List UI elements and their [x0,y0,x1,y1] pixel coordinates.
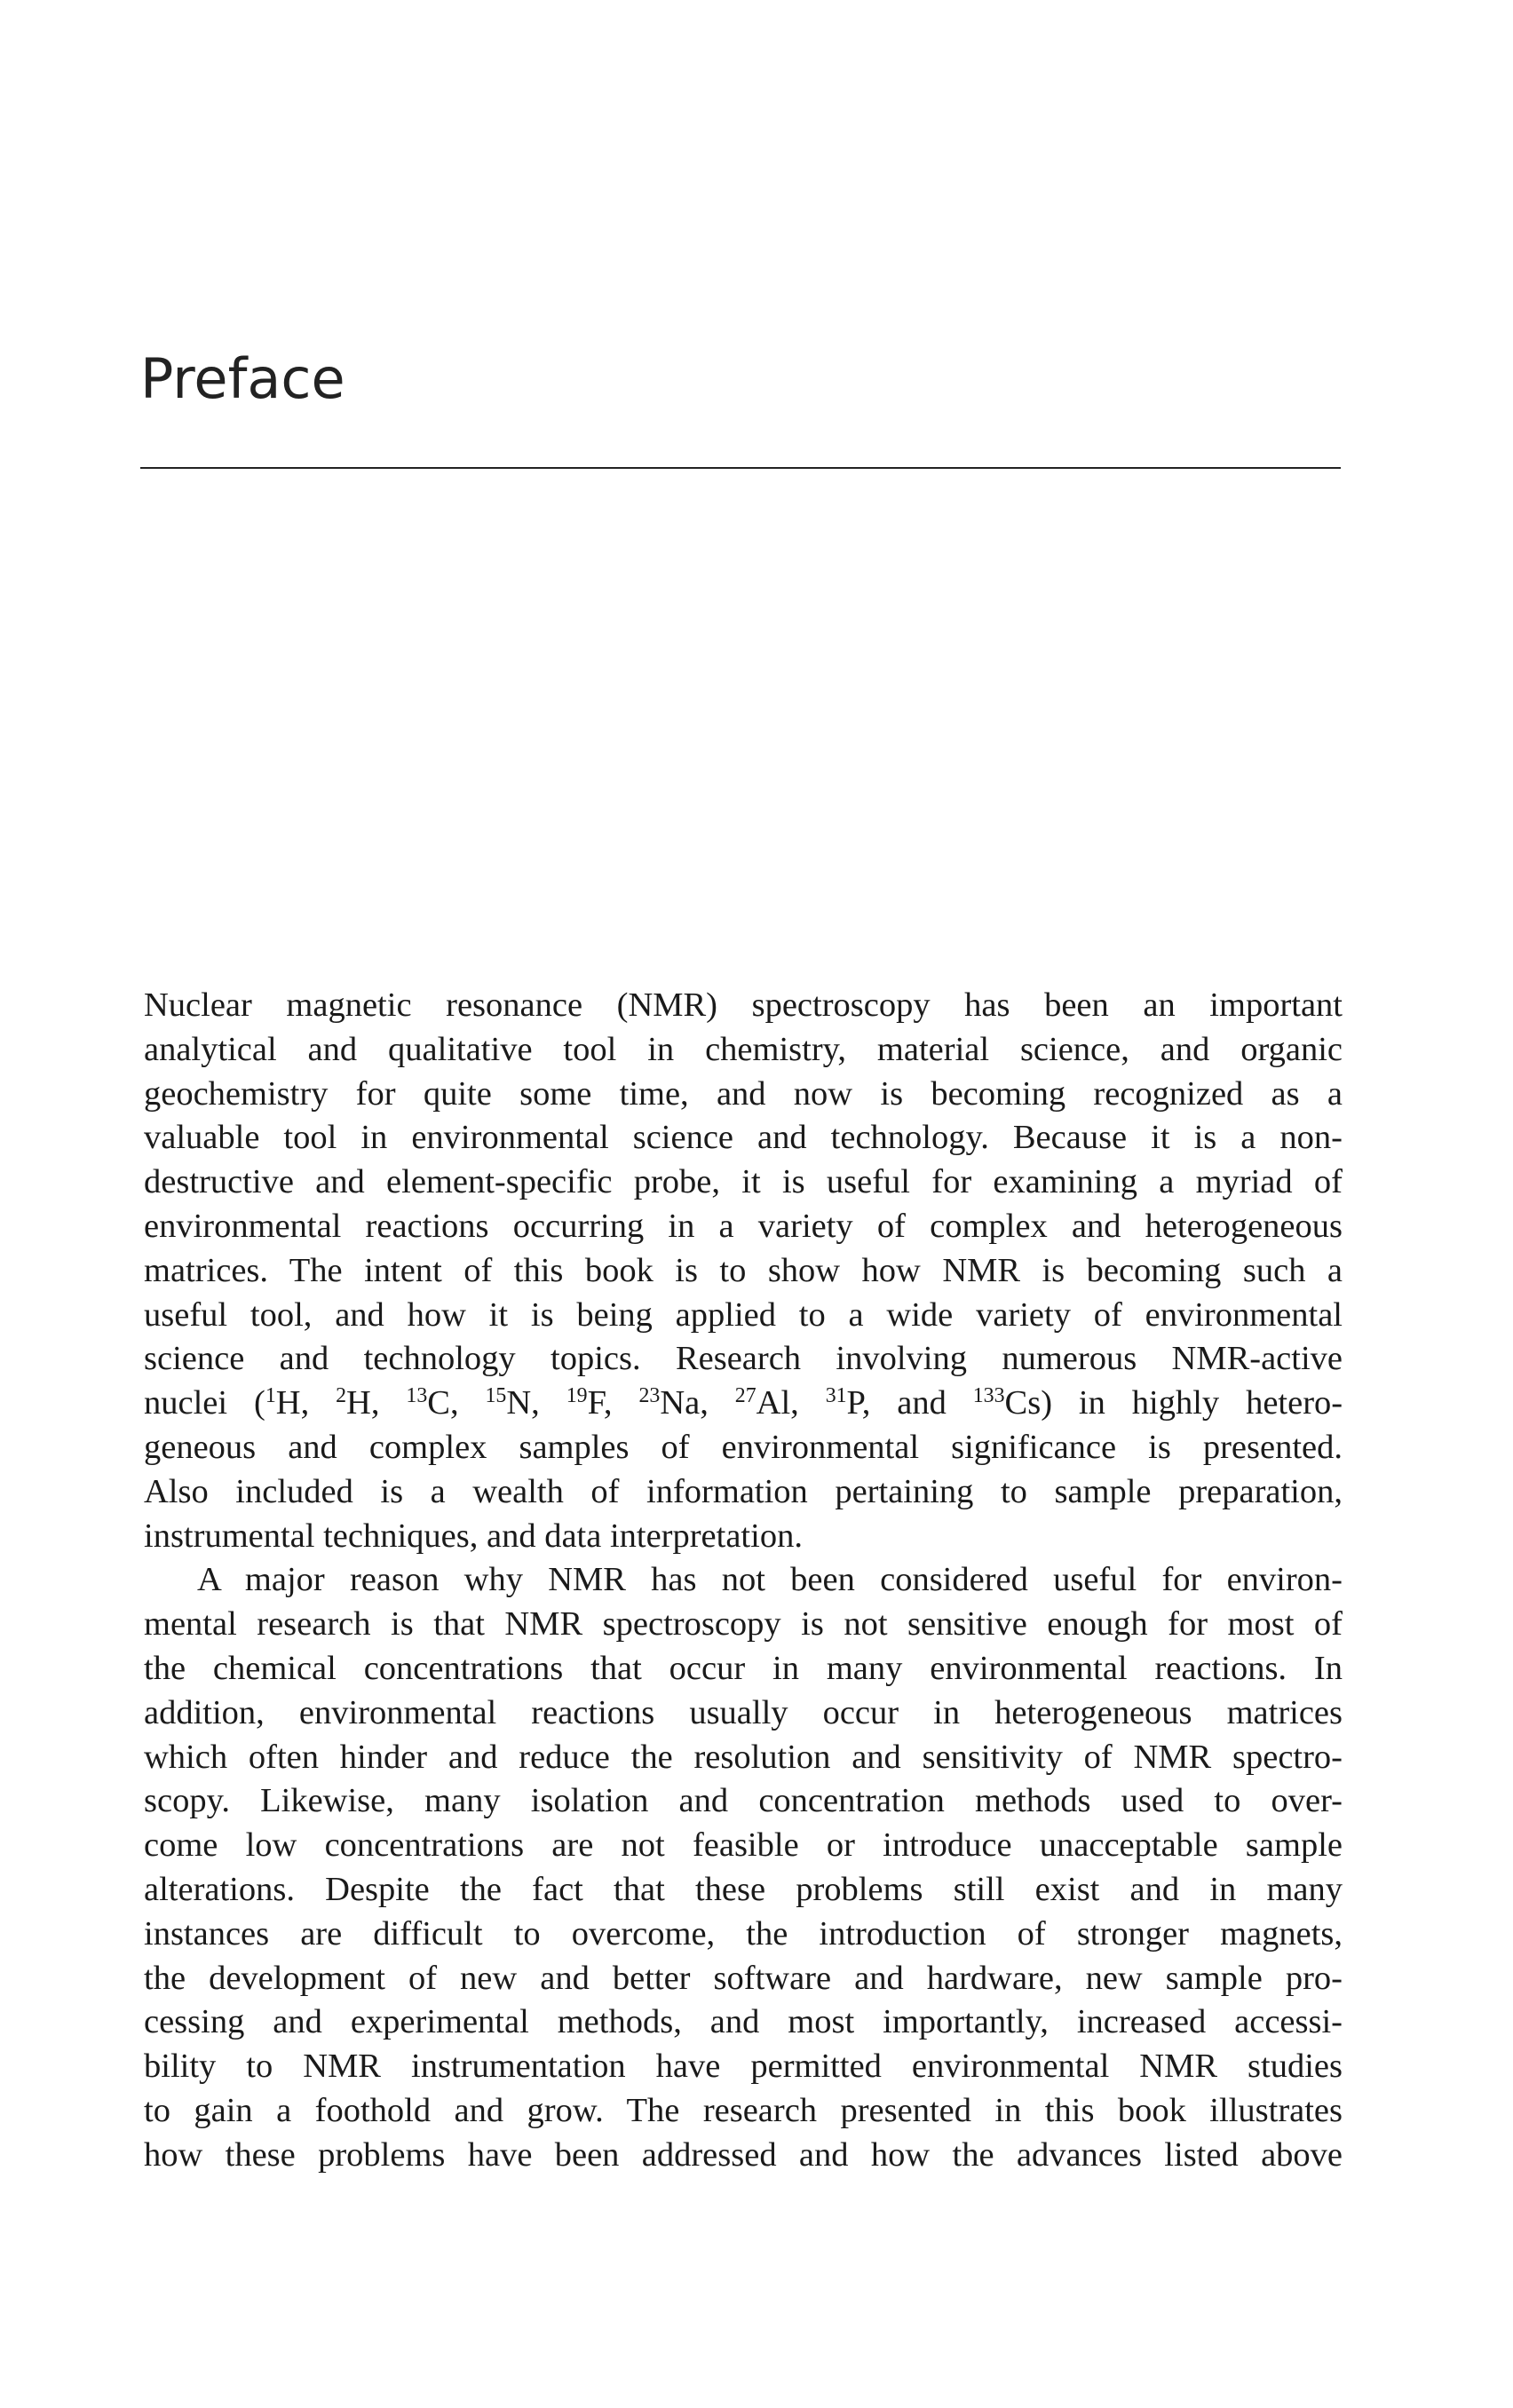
text-line: environmental reactions occurring in a variety of complex and heterogeneous [144,1207,1343,1245]
page-title: Preface [140,346,345,411]
nucleus [826,1384,973,1422]
text-line: addition, environmental reactions usually occur in heterogeneous matrices [144,1693,1343,1731]
element-symbol: H [346,1384,371,1422]
text-line: the development of new and better software and hardware, new sample pro- [144,1959,1343,1997]
mass-number: 15 [485,1384,507,1408]
element-symbol: F [587,1384,604,1422]
element-symbol: Al [756,1384,791,1422]
text-line: A major reason why NMR has not been considered useful for environ- [197,1561,1343,1599]
mass-number: 31 [825,1384,847,1408]
mass-number: 2 [336,1384,347,1408]
text-line: instances are difficult to overcome, the introduction of stronger magnets, [144,1914,1343,1953]
nuclei-line [144,1382,1343,1426]
separator: , [531,1384,566,1422]
nuclei-prefix: nuclei ( [144,1384,265,1422]
separator: , [700,1384,735,1422]
nuclei-suffix: ) in highly hetero- [1041,1384,1343,1422]
nucleus [265,1384,336,1422]
nucleus [973,1384,1041,1422]
text-line: science and technology topics. Research involving numerous NMR-active [144,1340,1343,1378]
mass-number: 1 [265,1384,276,1408]
text-line: how these problems have been addressed and how the advances listed above [144,2135,1343,2174]
mass-number: 23 [638,1384,661,1408]
text-line: which often hinder and reduce the resolution and sensitivity of NMR spectro- [144,1738,1343,1776]
text-line: come low concentrations are not feasible or introduce unacceptable sample [144,1826,1343,1865]
text-line: Also included is a wealth of information pertaining to sample preparation, [144,1472,1343,1510]
mass-number: 13 [406,1384,428,1408]
nucleus [638,1384,734,1422]
separator: , [603,1384,639,1422]
mass-number: 27 [734,1384,756,1408]
paragraph-1 [144,984,1343,1558]
nucleus [336,1384,406,1422]
element-symbol: Cs [1004,1384,1042,1422]
mass-number: 19 [566,1384,588,1408]
separator: , [300,1384,337,1422]
text-line: to gain a foothold and grow. The research presented in this book illustrates [144,2091,1343,2129]
mass-number: 133 [972,1384,1005,1408]
text-line: matrices. The intent of this book is to show how NMR is becoming such a [144,1251,1343,1289]
nucleus [486,1384,566,1422]
text-line: useful tool, and how it is being applied to a wide variety of environmental [144,1295,1343,1334]
element-symbol: Na [660,1384,701,1422]
separator: , and [861,1384,973,1422]
text-line: cessing and experimental methods, and most importantly, increased accessi- [144,2003,1343,2041]
text-line: bility to NMR instrumentation have permitted environmental NMR studies [144,2048,1343,2086]
text-line: instrumental techniques, and data interpretation. [144,1517,803,1555]
text-line: the chemical concentrations that occur in many environmental reactions. In [144,1649,1343,1687]
text-line: geochemistry for quite some time, and now is becoming recognized as a [144,1074,1343,1113]
text-line: analytical and qualitative tool in chemistry, material science, and organic [144,1030,1343,1068]
text-line: mental research is that NMR spectroscopy is not sensitive enough for most of [144,1605,1343,1644]
nucleus [566,1384,639,1422]
separator: , [370,1384,407,1422]
separator: , [790,1384,826,1422]
element-symbol: N [506,1384,532,1422]
text-line: geneous and complex samples of environmental significance is presented. [144,1428,1343,1466]
element-symbol: C [427,1384,450,1422]
paragraph-2 [144,1558,1343,2177]
element-symbol: P [846,1384,862,1422]
preface-body [144,984,1343,2178]
text-line: alterations. Despite the fact that these problems still exist and in many [144,1870,1343,1908]
text-line: scopy. Likewise, many isolation and concentration methods used to over- [144,1782,1343,1820]
nucleus [406,1384,485,1422]
text-line: valuable tool in environmental science and technology. Because it is a non- [144,1119,1343,1157]
nucleus [735,1384,826,1422]
text-line: Nuclear magnetic resonance (NMR) spectroscopy has been an important [144,986,1343,1024]
separator: , [449,1384,486,1422]
element-symbol: H [275,1384,301,1422]
title-rule [140,467,1341,469]
text-line: destructive and element-specific probe, it is useful for examining a myriad of [144,1163,1343,1201]
